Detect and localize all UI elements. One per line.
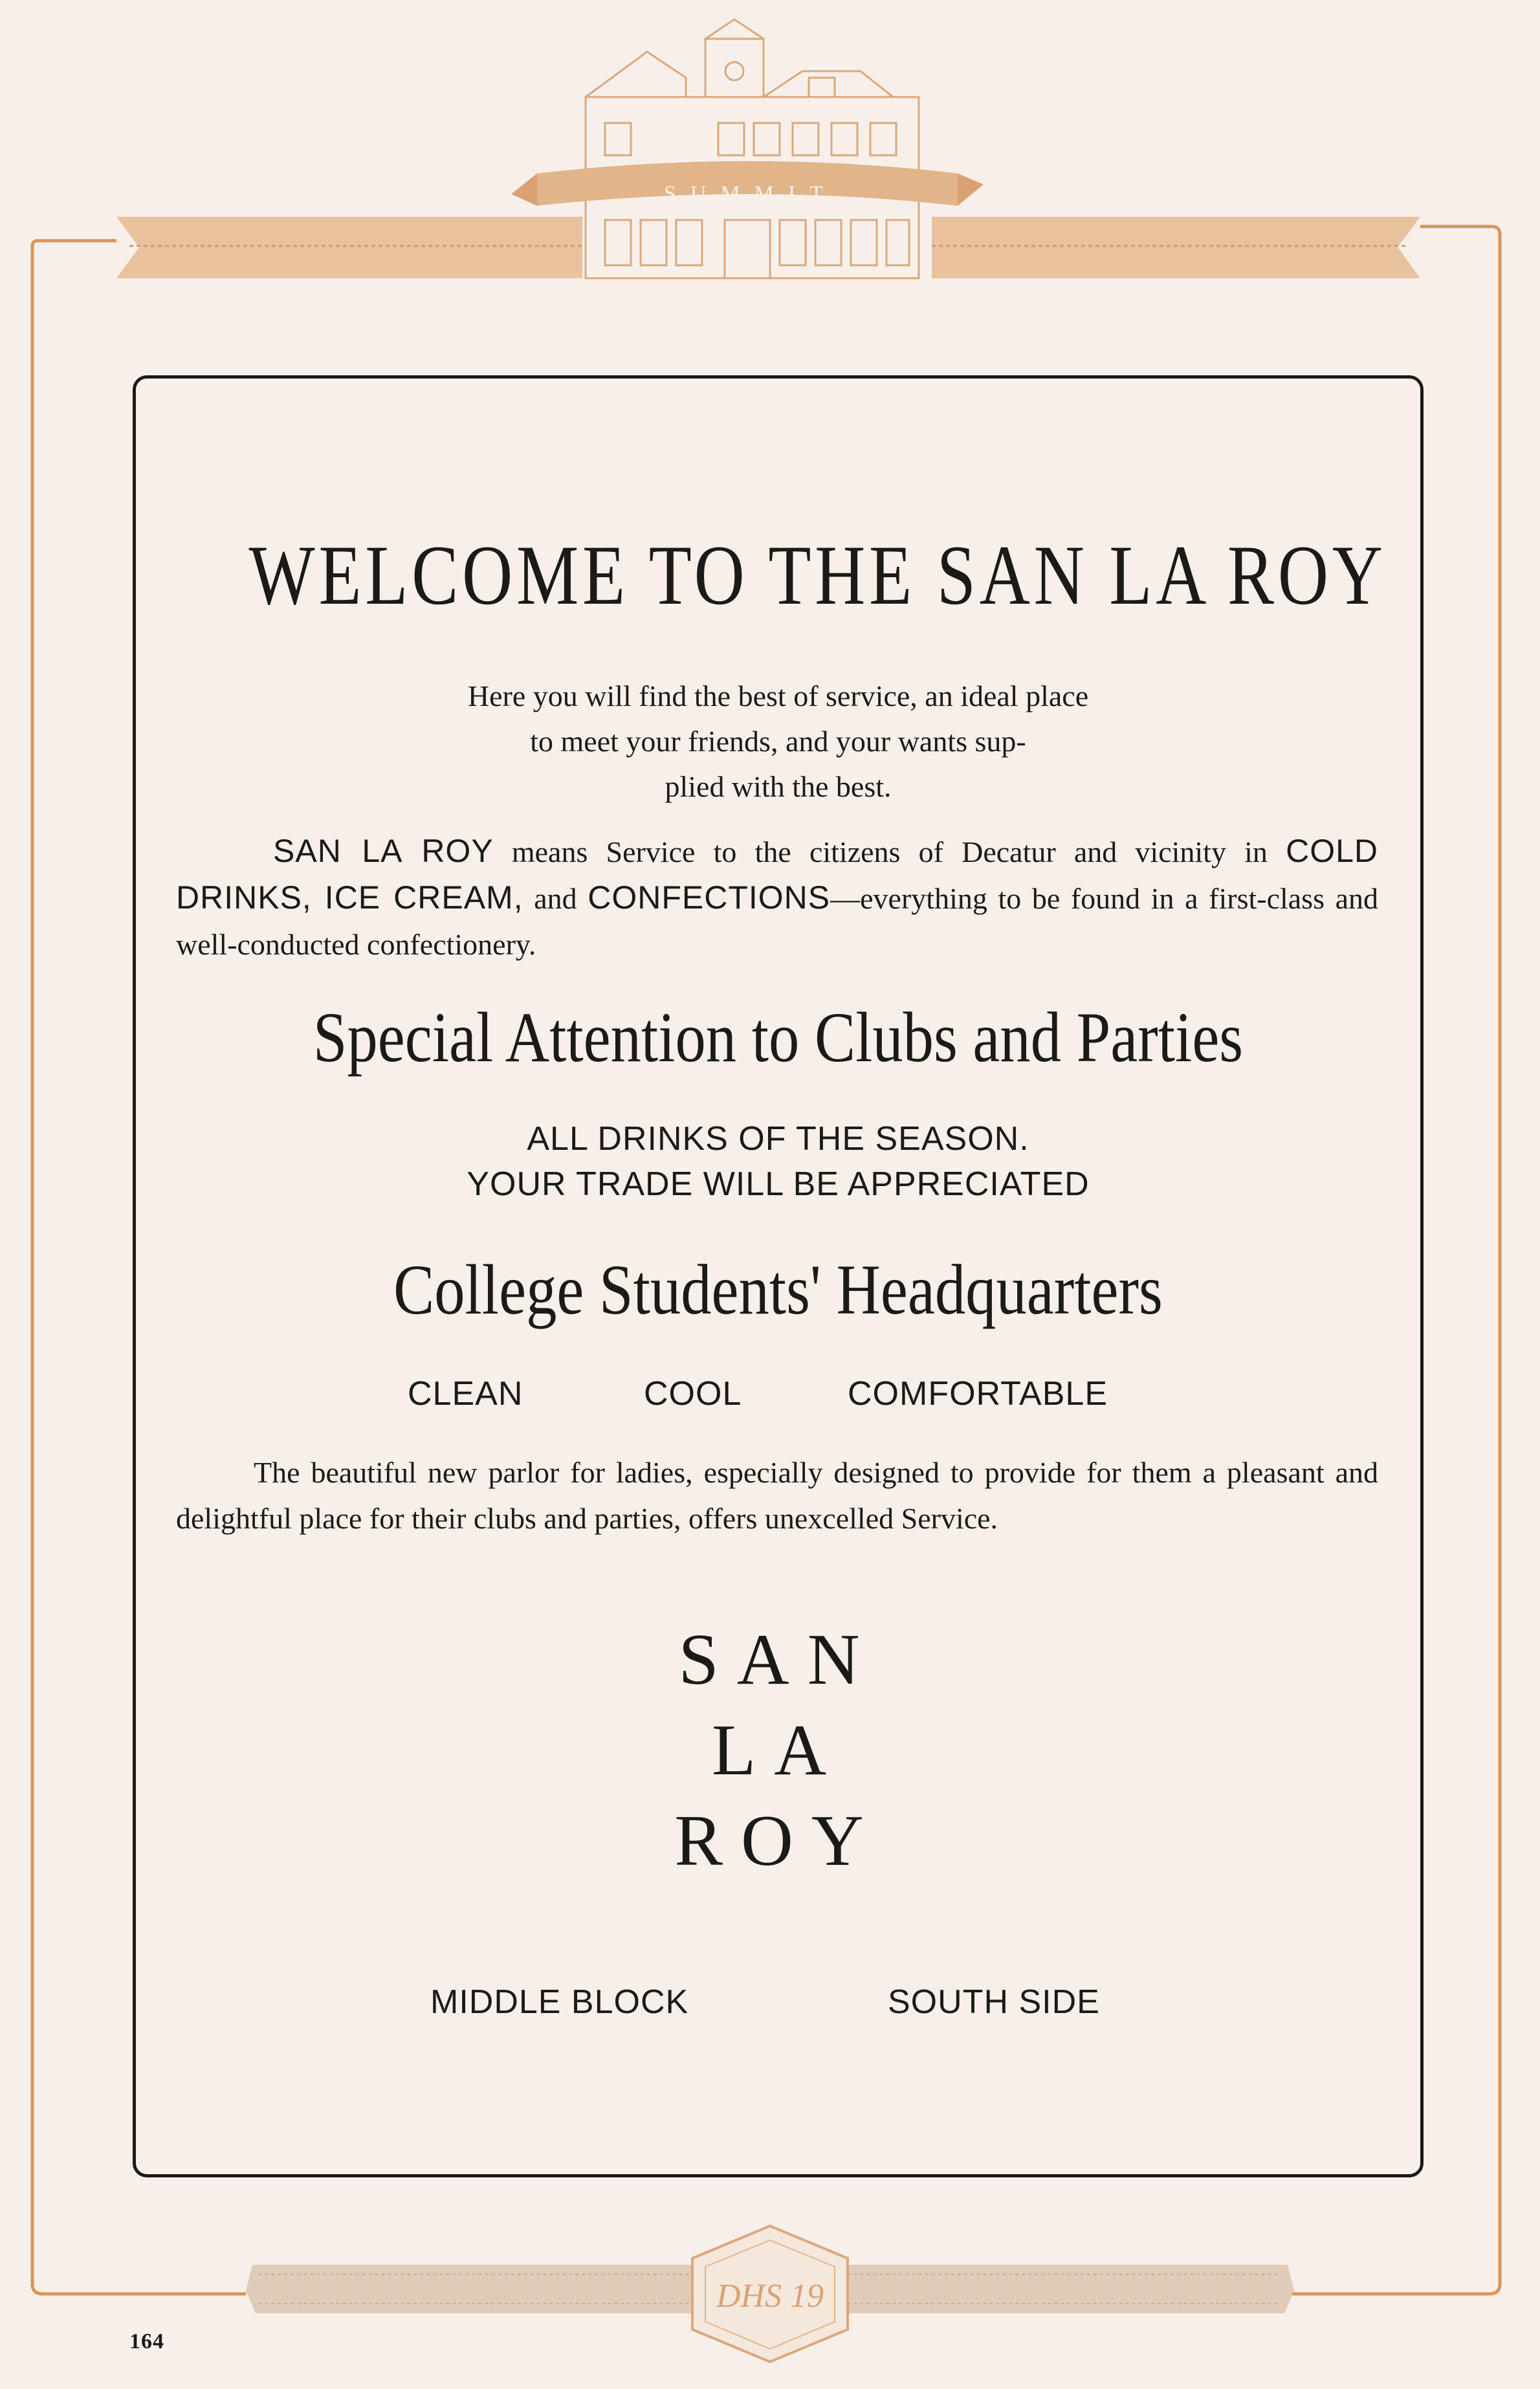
quality-cool: COOL xyxy=(644,1375,742,1413)
headline-clubs: Special Attention to Clubs and Parties xyxy=(313,998,1244,1077)
intro-line-1: Here you will find the best of service, an ideal place xyxy=(467,679,1089,712)
store-name-line-1: SAN xyxy=(678,1620,878,1700)
building-illustration xyxy=(586,19,919,278)
confections-caps: CONFECTIONS xyxy=(588,879,831,916)
products-caps: COLD DRINKS, ICE CREAM, xyxy=(176,833,1379,916)
ad-title: WELCOME TO THE SAN LA ROY xyxy=(248,527,1387,622)
quality-comfortable: COMFORTABLE xyxy=(848,1375,1108,1413)
headline-students: College Students' Headquarters xyxy=(393,1250,1163,1329)
address-south-side: SOUTH SIDE xyxy=(888,1983,1100,2021)
intro-line-3: plied with the best. xyxy=(665,770,892,803)
service-paragraph xyxy=(176,828,1378,967)
service-text-2: and xyxy=(523,882,588,915)
parlor-paragraph: The beautiful new parlor for ladies, especially designed to provide for them a pleasant and delightful place for their clubs and parties, offers unexcelled Service. xyxy=(176,1456,1378,1535)
drinks-line: ALL DRINKS OF THE SEASON. xyxy=(527,1120,1029,1158)
store-name-lead: SAN LA ROY xyxy=(273,833,494,869)
service-text-1: means Service to the citizens of Decatur and vicinity in xyxy=(493,835,1286,868)
service-text-3: —everything to be found in a first-class and well-conducted confectionery. xyxy=(176,882,1379,961)
address-middle-block: MIDDLE BLOCK xyxy=(430,1983,689,2021)
store-name-line-3: ROY xyxy=(674,1801,882,1881)
intro-line-2: to meet your friends, and your wants sup- xyxy=(530,725,1026,758)
store-name-line-2: LA xyxy=(711,1710,845,1790)
summit-ribbon-text: SUMMIT xyxy=(663,182,838,206)
class-emblem-text: DHS 19 xyxy=(716,2278,824,2315)
trade-line: YOUR TRADE WILL BE APPRECIATED xyxy=(467,1165,1090,1203)
quality-clean: CLEAN xyxy=(408,1375,523,1413)
page-number: 164 xyxy=(129,2329,164,2353)
header-ribbon xyxy=(116,217,1420,278)
